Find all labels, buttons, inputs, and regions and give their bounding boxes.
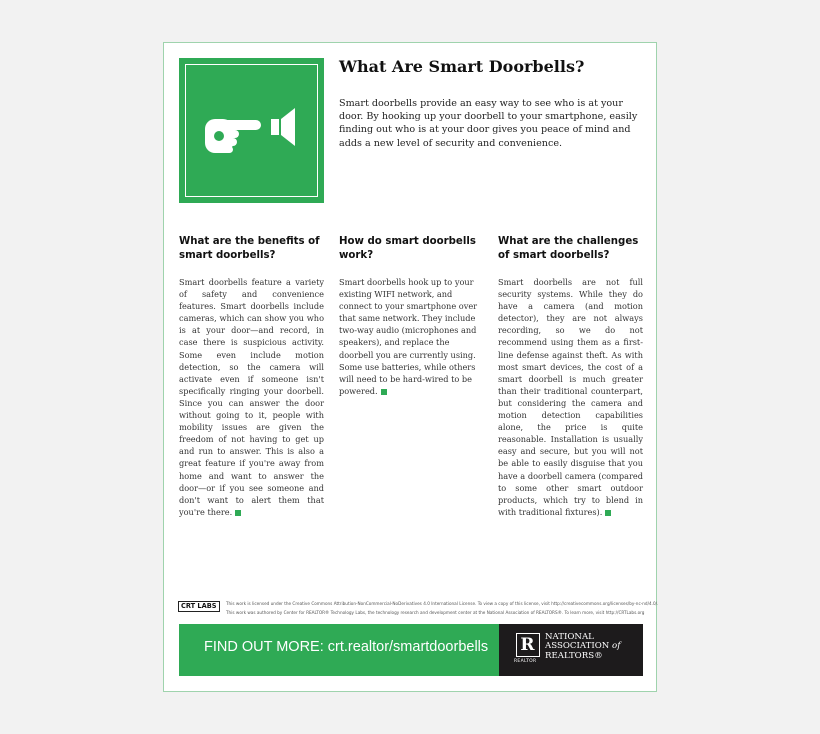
document-page	[163, 42, 657, 692]
find-out-more-banner	[179, 624, 643, 676]
nar-wordmark: NATIONAL ASSOCIATION of REALTORS®	[545, 632, 621, 661]
page-title: What Are Smart Doorbells?	[339, 57, 585, 76]
nar-logo-panel	[499, 624, 643, 676]
end-mark-icon	[381, 389, 387, 395]
how-it-works-body: Smart doorbells hook up to your existing WIFI network, and connect to your smartphone over that same network. They include two-way audio (microphones and speakers), and replace the doorbell you are currently using. Some use batteries, while others will need to be hard-wired to be powered.	[339, 277, 478, 396]
crt-labs-logo: CRT LABS	[178, 601, 220, 612]
hero-tile	[179, 58, 324, 203]
benefits-body: Smart doorbells feature a variety of safety and convenience features. Smart doorbells include cameras, which can show you who is at your door—and record, in case there is suspicious activity. Some even include motion detection, so the camera will activate even if someone isn't specifically ringing your doorbell. Since you can answer the door without going to it, people with mobility issues are given the freedom of not having to get up and run to answer. This is also a great feature if you're away from home and want to answer the door—or if you see someone and don't want to alert them that you're there.	[179, 277, 324, 517]
benefits-section	[179, 235, 324, 518]
cta-panel[interactable]	[179, 624, 499, 676]
hero-frame	[185, 64, 318, 197]
authorship-line: This work was authored by Center for REALTOR® Technology Labs, the technology research and development center at the National Association of REALTORS®. To learn more, visit http://CRTLabs.org	[226, 610, 645, 615]
cta-link[interactable]: FIND OUT MORE: crt.realtor/smartdoorbells	[204, 639, 489, 655]
end-mark-icon	[235, 510, 241, 516]
challenges-heading: What are the challenges of smart doorbells?	[498, 236, 639, 261]
pointing-hand-speaker-icon	[185, 64, 318, 197]
realtor-r-icon: R	[516, 633, 540, 657]
benefits-heading: What are the benefits of smart doorbells?	[179, 236, 320, 261]
how-it-works-heading: How do smart doorbells work?	[339, 236, 476, 261]
challenges-section	[498, 235, 643, 518]
end-mark-icon	[605, 510, 611, 516]
license-line: This work is licensed under the Creative Commons Attribution-NonCommercial-NoDerivatives 4.0 International License. To view a copy of this license, visit http://creativecommons.org/licenses/by-nc-nd/4.0/.	[226, 601, 659, 606]
license-text	[226, 599, 659, 617]
license-footer	[178, 599, 659, 621]
intro-paragraph: Smart doorbells provide an easy way to see who is at your door. By hooking up your doorbell to your smartphone, easily finding out who is at your door gives you peace of mind and adds a new level of security and convenience.	[339, 98, 638, 149]
challenges-body: Smart doorbells are not full security systems. While they do have a camera (and motion detector), they are not always recording, so we do not recommend using them as a first-line defense against theft. As with most smart devices, the cost of a smart doorbell is much greater than their traditional counterpart, but considering the camera and motion detection capabilities alone, the price is quite reasonable. Installation is usually easy and secure, but you will not be able to easily disguise that you have a doorbell camera (compared to some other smart outdoor products, which try to blend in with traditional fixtures).	[498, 277, 643, 517]
how-it-works-section	[339, 235, 484, 397]
realtor-caption: REALTOR	[514, 659, 537, 664]
